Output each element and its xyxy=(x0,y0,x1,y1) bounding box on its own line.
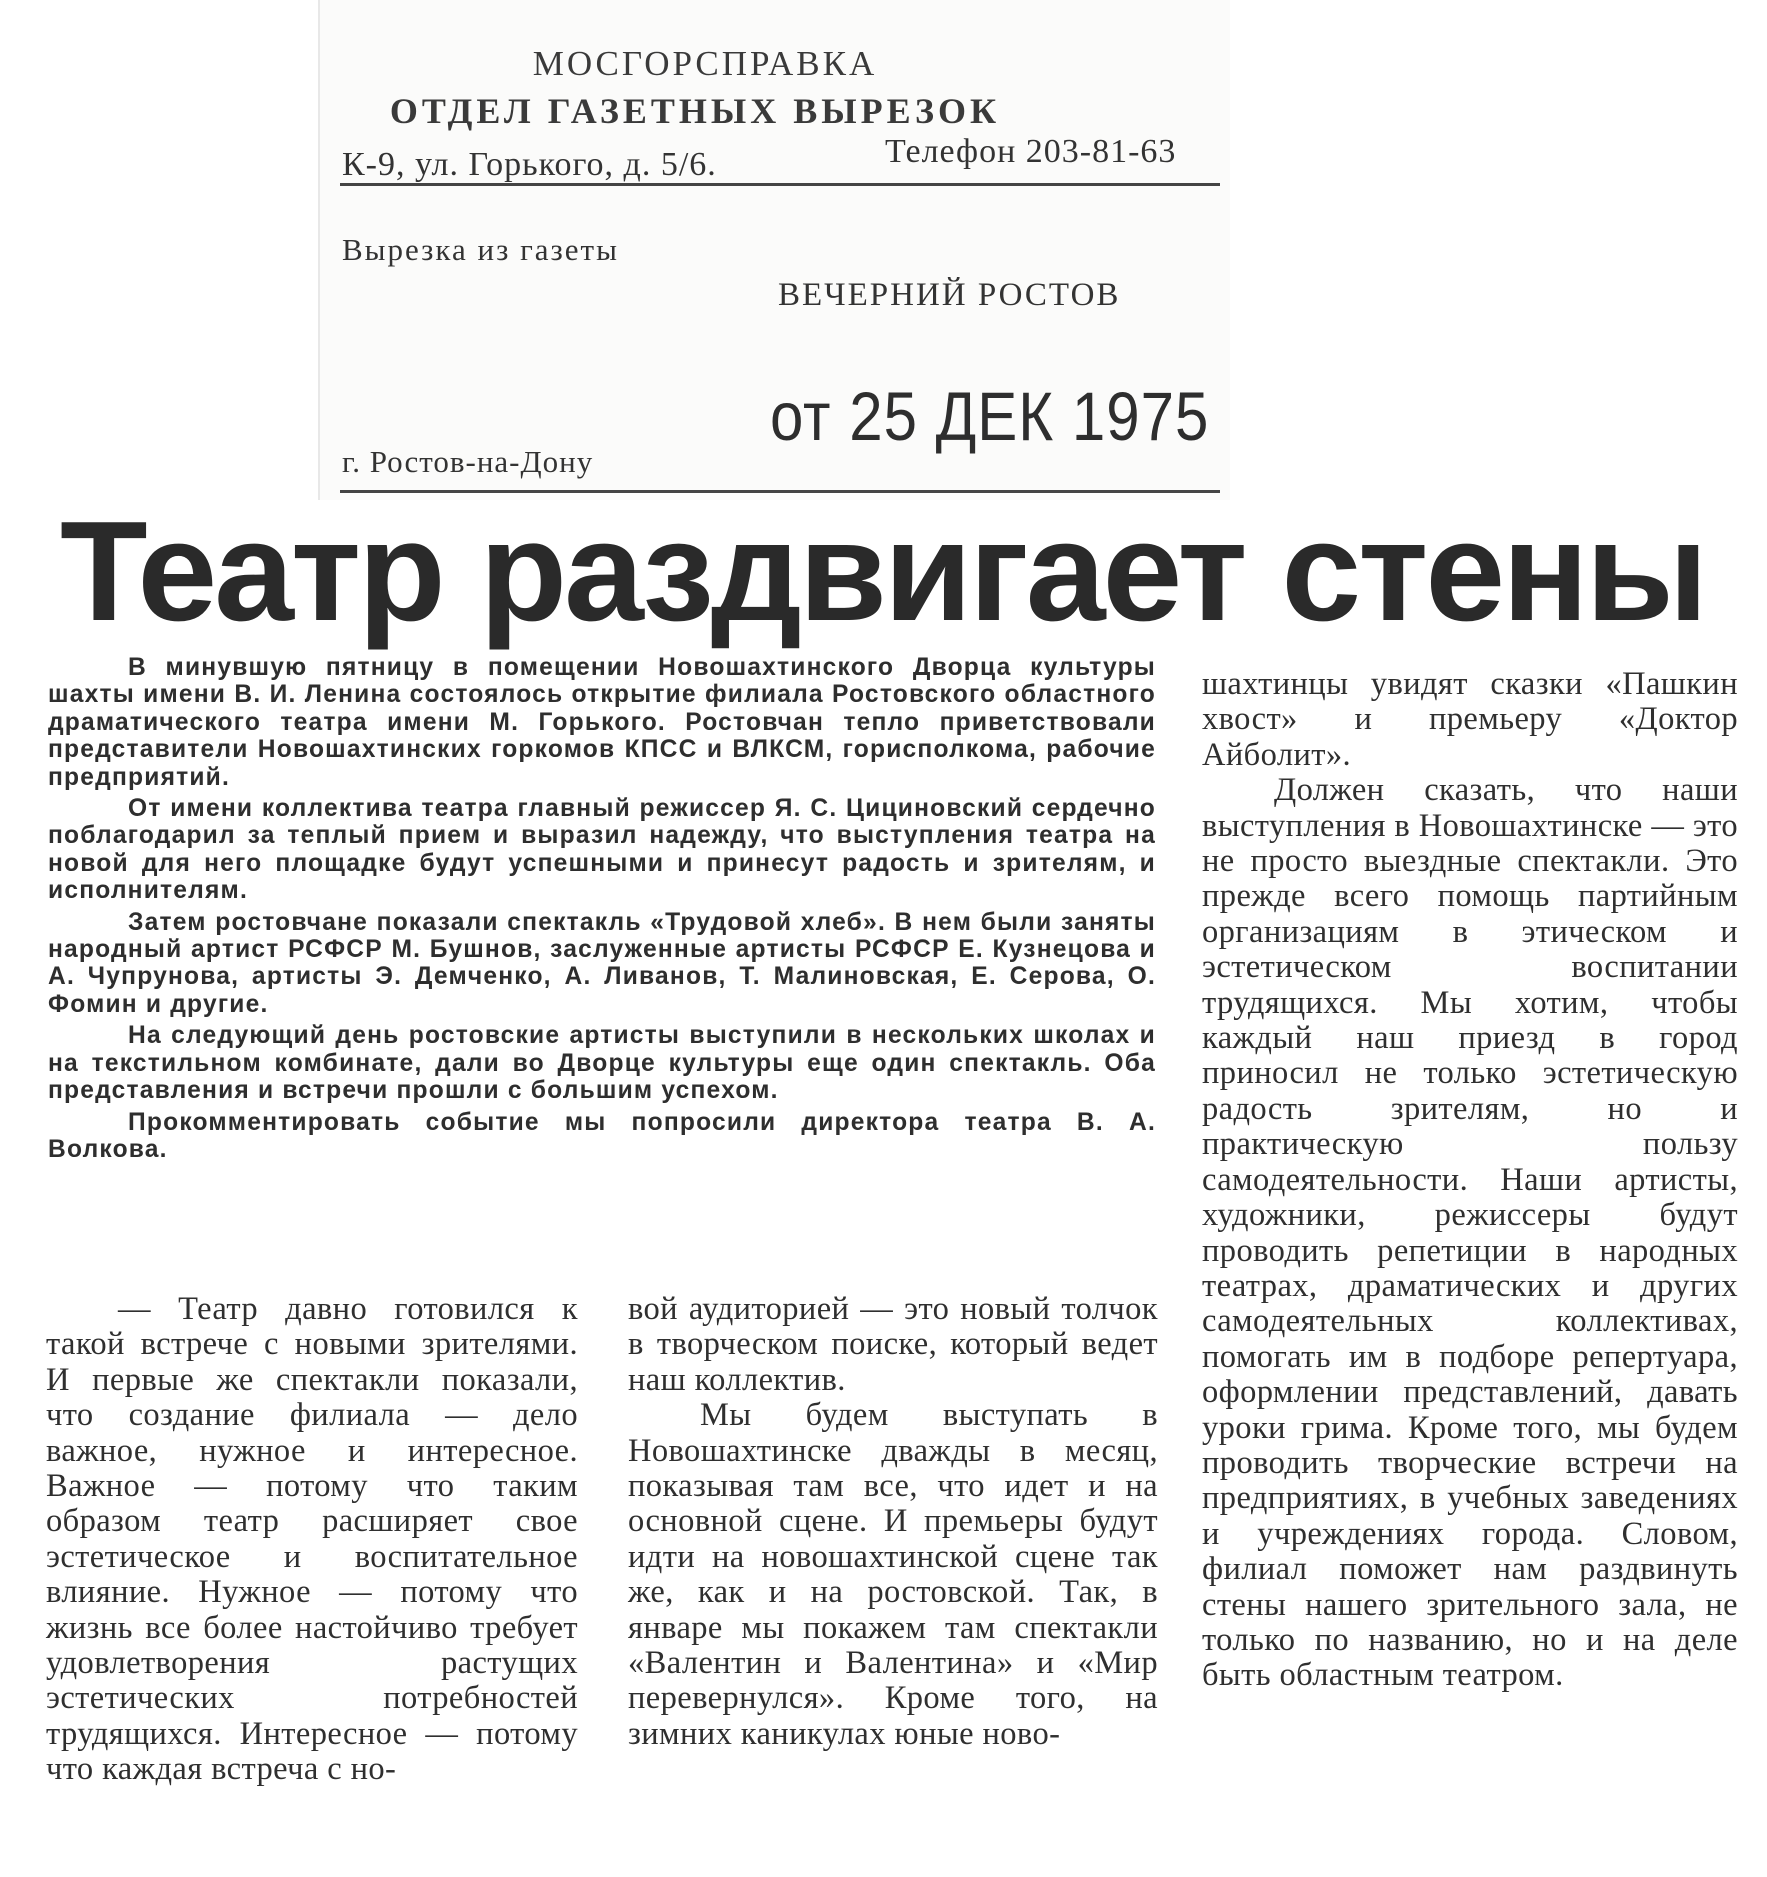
address: К-9, ул. Горького, д. 5/6. xyxy=(342,146,717,183)
body-paragraph: шахтинцы увидят сказки «Пашкин хвост» и премьеру «Доктор Айболит». xyxy=(1202,666,1738,773)
body-column-right xyxy=(1202,667,1738,1694)
lead-paragraph: От имени коллектива театра главный режиссер Я. С. Цициновский сердечно поблагодарил за теплый прием и выразил надежду, что выступления театра на новой для него площадке будут успешными и принесут радость и зрителям, и исполнителям. xyxy=(48,795,1156,905)
date-stamp: от 25 ДЕК 1975 xyxy=(770,377,1210,456)
article-lead xyxy=(48,654,1156,1167)
lead-paragraph: Прокомментировать событие мы попросили директора театра В. А. Волкова. xyxy=(48,1108,1156,1163)
lead-paragraph: Затем ростовчане показали спектакль «Трудовой хлеб». В нем были заняты народный артист РСФСР М. Бушнов, заслуженные артисты РСФСР Е. Кузнецова и А. Чупрунова, артисты Э. Демченко, А. Ливанов, Т. Малиновская, Е. Серова, О. Фомин и другие. xyxy=(48,908,1156,1018)
clipping-service-stamp xyxy=(318,0,1230,500)
body-column-left xyxy=(46,1292,578,1788)
city: г. Ростов-на-Дону xyxy=(342,444,594,479)
body-paragraph: вой аудиторией — это новый толчок в творческом поиске, который ведет наш коллектив. xyxy=(628,1291,1158,1398)
newspaper-name: ВЕЧЕРНИЙ РОСТОВ xyxy=(778,277,1121,313)
phone: Телефон 203-81-63 xyxy=(885,133,1177,170)
clip-from-label: Вырезка из газеты xyxy=(342,232,619,267)
org-name: МОСГОРСПРАВКА xyxy=(532,44,878,83)
dept-name: ОТДЕЛ ГАЗЕТНЫХ ВЫРЕЗОК xyxy=(389,91,1001,131)
body-paragraph: Должен сказать, что наши выступления в Новошахтинске — это не просто выездные спектакли. Это прежде всего помощь партийным организациям в этическом и эстетическом воспитании трудящихся. Мы хотим, чтобы каждый наш приезд в город приносил не только эстетическую радость зрителям, но и практическую пользу самодеятельности. Наши артисты, художники, режиссеры будут проводить репетиции в народных театрах, драматических и других самодеятельных коллективах, помогать им в подборе репертуара, оформлении представлений, давать уроки грима. Кроме того, мы будем проводить творческие встречи на предприятиях, в учебных заведениях и учреждениях города. Словом, филиал поможет нам раздвинуть стены нашего зрительного зала, не только по названию, но и на деле быть областным театром. xyxy=(1202,772,1738,1694)
lead-paragraph: На следующий день ростовские артисты выступили в нескольких школах и на текстильном комбинате, дали во Дворце культуры еще один спектакль. Оба представления и встречи прошли с большим успехом. xyxy=(48,1022,1156,1105)
lead-paragraph: В минувшую пятницу в помещении Новошахтинского Дворца культуры шахты имени В. И. Ленина состоялось открытие филиала Ростовского областного драматического театра имени М. Горького. Ростовчан тепло приветствовали представители Новошахтинских горкомов КПСС и ВЛКСМ, горисполкома, рабочие предприятий. xyxy=(48,654,1156,791)
body-paragraph: Мы будем выступать в Новошахтинске дважды в месяц, показывая там все, что идет и на основной сцене. И премьеры будут идти на новошахтинской сцене так же, как и на ростовской. Так, в январе мы покажем там спектакли «Валентин и Валентина» и «Мир перевернулся». Кроме того, на зимних каникулах юные ново- xyxy=(628,1397,1158,1752)
headline: Театр раздвигает стены xyxy=(60,492,1706,651)
divider xyxy=(340,183,1220,186)
body-paragraph: — Театр давно готовился к такой встрече с новыми зрителями. И первые же спектакли показали, что создание филиала — дело важное, нужное и интересное. Важное — потому что таким образом театр расширяет свое эстетическое и воспитательное влияние. Нужное — потому что жизнь все более настойчиво требует удовлетворения растущих эстетических потребностей трудящихся. Интересное — потому что каждая встреча с но- xyxy=(46,1291,578,1788)
body-column-middle xyxy=(628,1292,1158,1752)
